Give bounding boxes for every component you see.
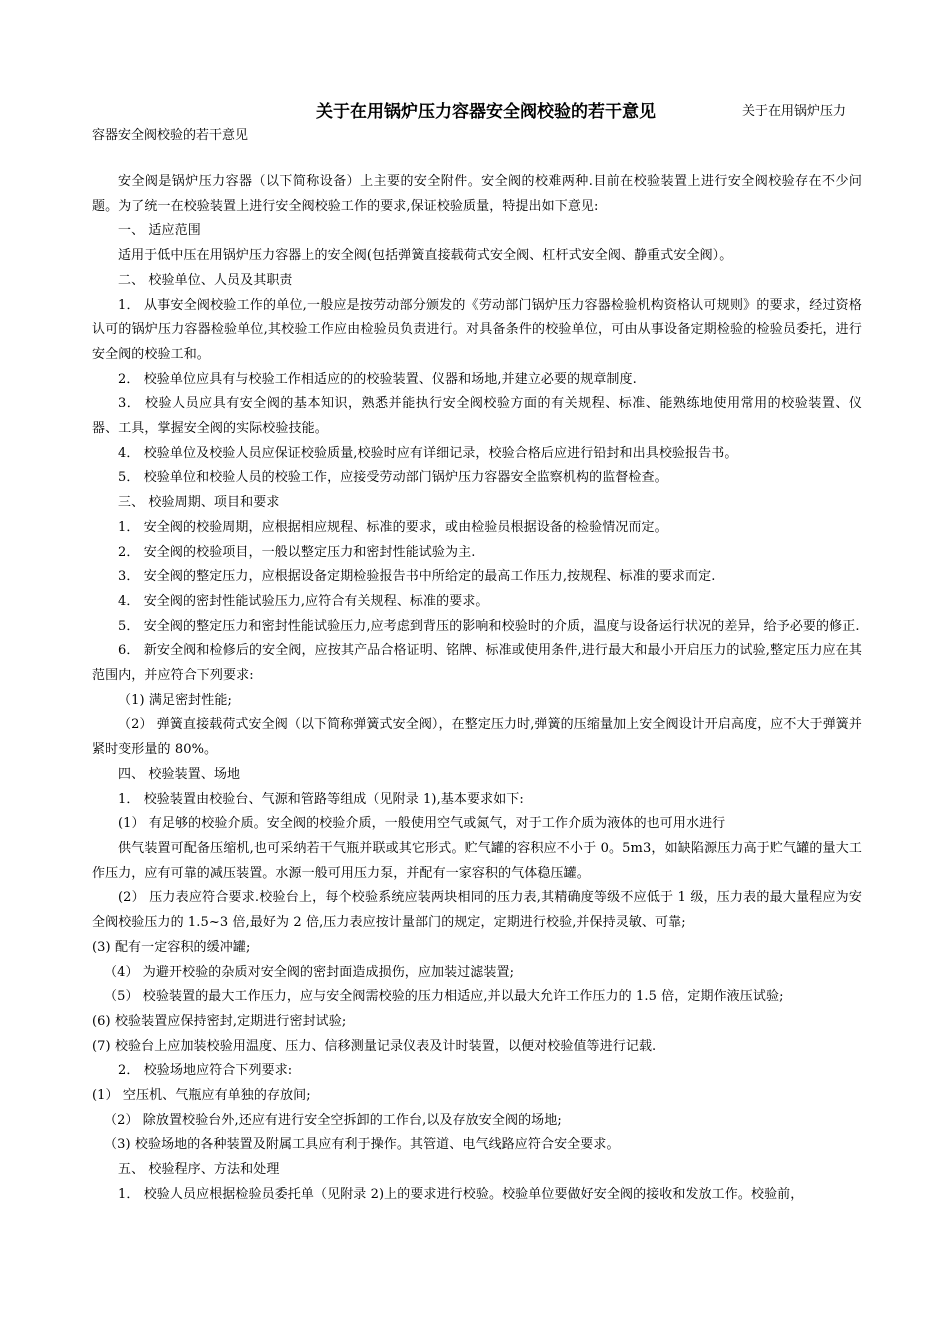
sub-list-item: （2） 除放置校验台外,还应有进行安全空拆卸的工作台,以及存放安全阀的场地; bbox=[104, 1112, 562, 1128]
sub-list-item: （4） 为避开校验的杂质对安全阀的密封面造成损伤，应加装过滤装置; bbox=[104, 964, 515, 980]
paragraph: 适用于低中压在用锅炉压力容器上的安全阀(包括弹簧直接载荷式安全阀、杠杆式安全阀、静重式安全阀）。 bbox=[118, 248, 733, 264]
list-item: 6． 新安全阀和检修后的安全阀，应按其产品合格证明、铭牌、标准或使用条件,进行最大和最小开启压力的试验,整定压力应在其范围内，并应符合下列要求: bbox=[92, 643, 862, 684]
paragraph-intro: 安全阀是锅炉压力容器（以下简称设备）上主要的安全附件。安全阀的校难两种.目前在校验装置上进行安全阀校验存在不少问题。为了统一在校验装置上进行安全阀校验工作的要求,保证校验质量，特提出如下意见: bbox=[92, 174, 862, 214]
list-item: 4． 校验单位及校验人员应保证校验质量,校验时应有详细记录，校验合格后应进行铅封和出具校验报告书。 bbox=[118, 445, 738, 461]
section-heading-2: 二、 校验单位、人员及其职责 bbox=[118, 272, 293, 288]
section-heading-4: 四、 校验装置、场地 bbox=[118, 766, 241, 782]
list-item: 2． 安全阀的校验项目，一般以整定压力和密封性能试验为主. bbox=[118, 544, 476, 560]
list-item: 1． 从事安全阀校验工作的单位,一般应是按劳动部分颁发的《劳动部门锅炉压力容器检验机构资格认可规则》的要求，经过资格认可的锅炉压力容器检验单位,其校验工作应由检验员负责进行。对具备条件的校验单位，可由从事设备定期检验的检验员委托，进行安全阀的校验工和。 bbox=[92, 297, 862, 362]
list-item: 1． 校验人员应根据检验员委托单（见附录 2)上的要求进行校验。校验单位要做好安全阀的接收和发放工作。校验前， bbox=[118, 1186, 804, 1202]
list-item: 5． 安全阀的整定压力和密封性能试验压力,应考虑到背压的影响和校验时的介质，温度与设备运行状况的差异，给予必要的修正. bbox=[118, 618, 860, 634]
title-repeat-continuation: 容器安全阀校验的若干意见 bbox=[92, 128, 249, 143]
document-page bbox=[92, 98, 862, 1208]
sub-list-item: （3) 校验场地的各种装置及附属工具应有利于操作。其管道、电气线路应符合安全要求。 bbox=[104, 1137, 620, 1153]
title-line bbox=[92, 98, 862, 126]
sub-list-item: (1） 有足够的校验介质。安全阀的校验介质，一般使用空气或氮气，对于工作介质为液体的也可用水进行 bbox=[118, 816, 726, 832]
list-item: 2． 校验单位应具有与校验工作相适应的的校验装置、仪器和场地,并建立必要的规章制度. bbox=[118, 371, 637, 387]
list-item: 1． 安全阀的校验周期，应根据相应规程、标准的要求，或由检验员根据设备的检验情况而定。 bbox=[118, 519, 668, 535]
document-title: 关于在用锅炉压力容器安全阀校验的若干意见 bbox=[316, 102, 656, 122]
sub-list-item: (1） 空压机、气瓶应有单独的存放间; bbox=[92, 1088, 311, 1104]
list-item: 2． 校验场地应符合下列要求: bbox=[118, 1063, 293, 1079]
sub-list-item: （5） 校验装置的最大工作压力，应与安全阀需校验的压力相适应,并以最大允许工作压力的 1.5 倍，定期作液压试验; bbox=[104, 989, 784, 1005]
list-item: 1． 校验装置由校验台、气源和管路等组成（见附录 1),基本要求如下: bbox=[118, 791, 524, 807]
section-heading-5: 五、 校验程序、方法和处理 bbox=[118, 1162, 280, 1178]
sub-list-item: (6) 校验装置应保持密封,定期进行密封试验; bbox=[92, 1013, 347, 1029]
paragraph: 供气装置可配备压缩机,也可采纳若干气瓶并联或其它形式。贮气罐的容积应不小于 0。5m3，如缺陷源压力高于贮气罐的量大工作压力，应有可靠的减压装置。水源一般可用压力泵，并配有一家容积的气体稳压罐。 bbox=[92, 840, 862, 881]
sub-list-item: （2） 弹簧直接载荷式安全阀（以下简称弹簧式安全阀），在整定压力时,弹簧的压缩量加上安全阀设计开启高度，应不大于弹簧并紧时变形量的 80%。 bbox=[92, 717, 862, 758]
list-item: 4． 安全阀的密封性能试验压力,应符合有关规程、标准的要求。 bbox=[118, 593, 489, 609]
list-item: 3． 安全阀的整定压力，应根据设备定期检验报告书中所给定的最高工作压力,按规程、标准的要求而定. bbox=[118, 569, 716, 585]
list-item: 3． 校验人员应具有安全阀的基本知识，熟悉并能执行安全阀校验方面的有关规程、标准、能熟练地使用常用的校验装置、仪器、工具，掌握安全阀的实际校验技能。 bbox=[92, 396, 862, 437]
sub-list-item: (3) 配有一定容积的缓冲罐; bbox=[92, 939, 251, 955]
section-heading-3: 三、 校验周期、项目和要求 bbox=[118, 495, 280, 511]
list-item: 5． 校验单位和校验人员的校验工作，应接受劳动部门锅炉压力容器安全监察机构的监督检查。 bbox=[118, 470, 668, 486]
sub-list-item: （1) 满足密封性能; bbox=[118, 692, 232, 708]
title-repeat-start: 关于在用锅炉压力 bbox=[742, 104, 847, 119]
sub-list-item: (2） 压力表应符合要求.校验台上，每个校验系统应装两块相同的压力表,其精确度等级不应低于 1 级，压力表的最大量程应为安全阀校验压力的 1.5~3 倍,最好为 2 倍,压力表应按计量部门的规定，定期进行校验,并保持灵敏、可靠; bbox=[92, 890, 862, 931]
section-heading-1: 一、 适应范围 bbox=[118, 223, 201, 239]
sub-list-item: (7) 校验台上应加装校验用温度、压力、信移测量记录仪表及计时装置，以便对校验值等进行记载. bbox=[92, 1038, 657, 1054]
